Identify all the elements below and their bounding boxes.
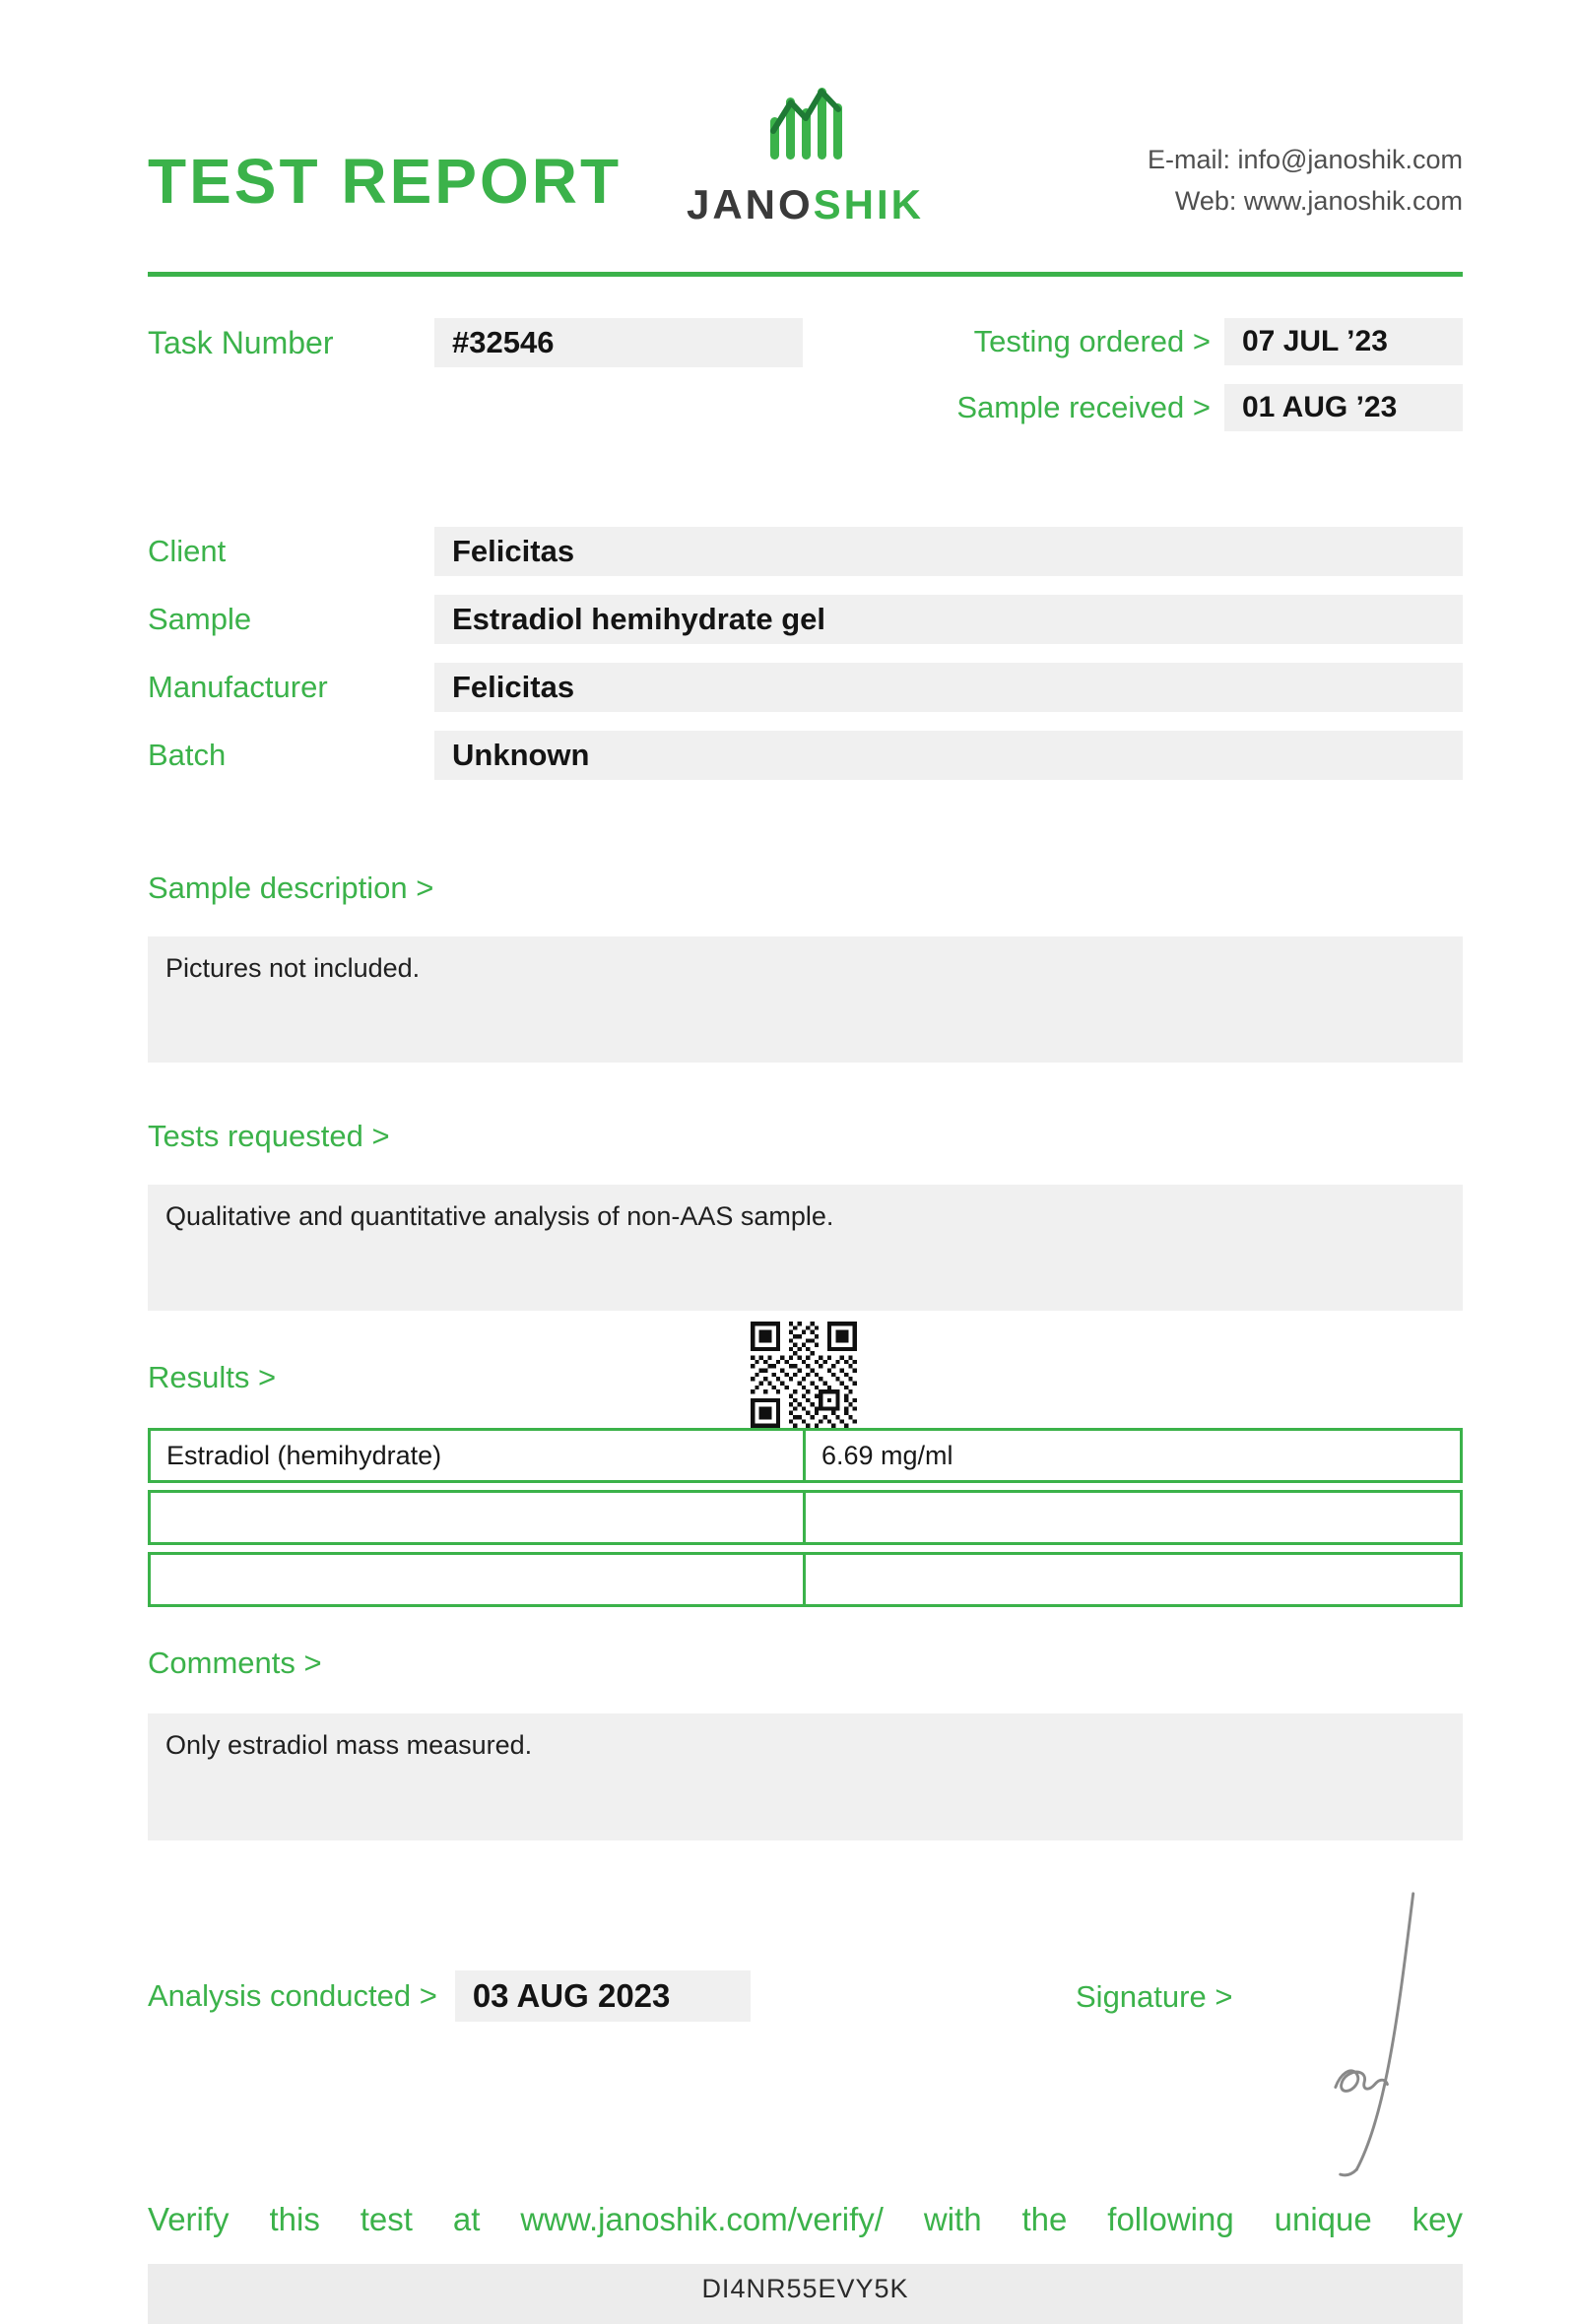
results-heading: Results > (148, 1360, 277, 1394)
results-row (148, 1490, 1463, 1545)
sample-label: Sample (148, 602, 252, 636)
manufacturer-value: Felicitas (434, 663, 1463, 712)
contact-web (924, 180, 1464, 222)
sample-received-row (956, 384, 1463, 431)
sample-description-heading: Sample description > (148, 871, 434, 905)
client-value: Felicitas (434, 527, 1463, 576)
web-value: www.janoshik.com (1243, 186, 1463, 216)
signature-image (1297, 1890, 1435, 2177)
result-substance (151, 1493, 806, 1542)
result-value (806, 1555, 1460, 1604)
sample-details (148, 527, 1463, 780)
tests-requested-text: Qualitative and quantitative analysis of non-AAS sample. (148, 1185, 1463, 1311)
testing-ordered-value: 07 JUL ’23 (1224, 318, 1463, 365)
footer-row (148, 1970, 1463, 2022)
contact-block (924, 139, 1464, 228)
page-title: TEST REPORT (148, 146, 623, 217)
logo-jano: JANO (686, 181, 814, 227)
task-section (148, 318, 1463, 431)
testing-ordered-row (956, 318, 1463, 365)
contact-email (924, 139, 1464, 180)
verify-instruction: Verify this test at www.janoshik.com/verify/ with the following unique key (148, 2201, 1463, 2237)
result-value: 6.69 mg/ml (821, 1440, 953, 1470)
analysis-conducted-value: 03 AUG 2023 (455, 1970, 751, 2022)
qr-code (751, 1322, 857, 1428)
results-table (148, 1428, 1463, 1607)
task-number-label: Task Number (148, 324, 334, 360)
comments-text: Only estradiol mass measured. (148, 1713, 1463, 1840)
logo-wordmark (687, 181, 924, 228)
email-value: info@janoshik.com (1237, 145, 1463, 174)
manufacturer-label: Manufacturer (148, 670, 328, 704)
sample-description-text: Pictures not included. (148, 936, 1463, 1063)
signature-label: Signature > (1076, 1979, 1233, 2014)
tests-requested-heading: Tests requested > (148, 1119, 390, 1153)
logo-shik: SHIK (813, 181, 925, 227)
client-label: Client (148, 534, 227, 568)
report-header (0, 0, 1576, 228)
results-row (148, 1552, 1463, 1607)
testing-ordered-label: Testing ordered > (973, 324, 1211, 358)
verification-key: DI4NR55EVY5K (148, 2264, 1463, 2324)
sample-received-value: 01 AUG ’23 (1224, 384, 1463, 431)
batch-label: Batch (148, 738, 227, 772)
comments-heading: Comments > (148, 1646, 322, 1680)
batch-value: Unknown (434, 731, 1463, 780)
result-substance (151, 1555, 806, 1604)
results-row (148, 1428, 1463, 1483)
analysis-conducted-label: Analysis conducted > (148, 1978, 437, 2013)
logo-chart-icon (767, 84, 844, 160)
web-label: Web: (1174, 186, 1237, 216)
result-value (806, 1493, 1460, 1542)
results-section (148, 1360, 1463, 1607)
sample-value: Estradiol hemihydrate gel (434, 595, 1463, 644)
task-number-value: #32546 (434, 318, 803, 367)
sample-received-label: Sample received > (956, 390, 1211, 424)
result-substance: Estradiol (hemihydrate) (151, 1431, 806, 1480)
header-divider (148, 272, 1463, 277)
janoshik-logo (688, 84, 924, 228)
email-label: E-mail: (1147, 145, 1230, 174)
